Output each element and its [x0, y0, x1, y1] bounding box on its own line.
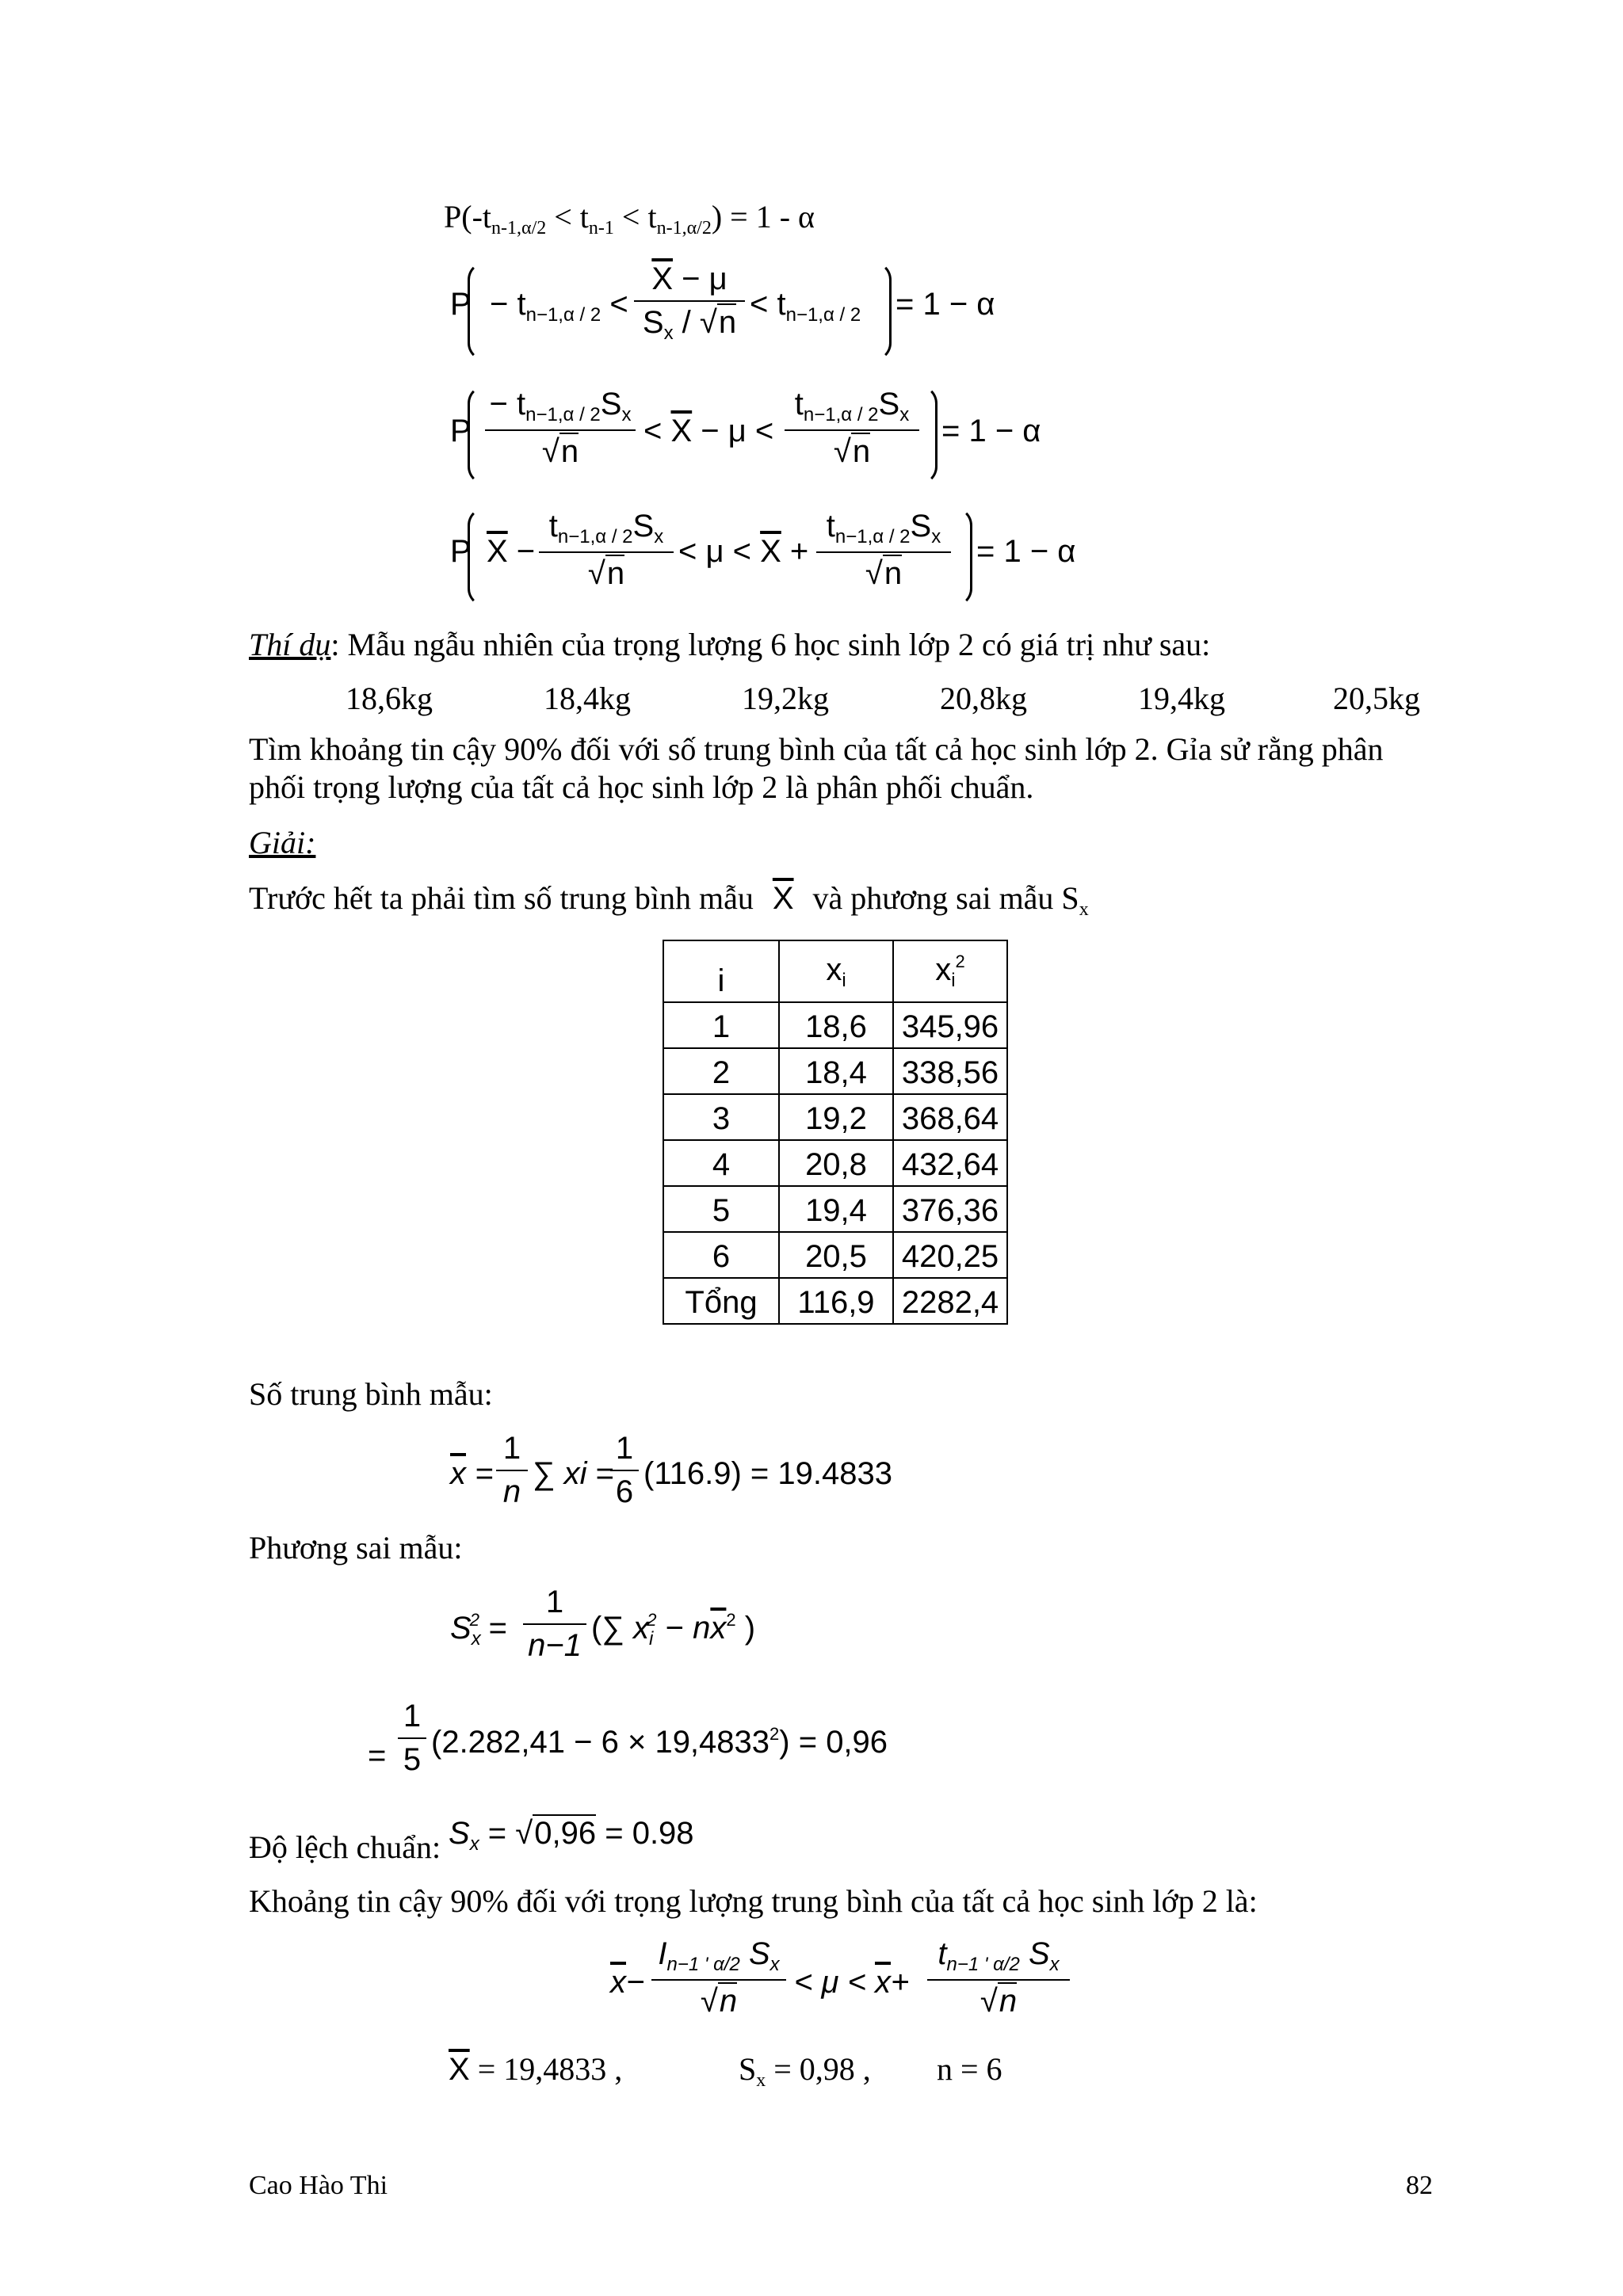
values-n: n = 6: [937, 2051, 1002, 2087]
weight-4: 20,8kg: [940, 681, 1027, 716]
xbar-symbol: $\overline{X}$: [772, 881, 794, 916]
mean-result: (116.9) = 19.4833: [643, 1456, 892, 1491]
std-result: = 0.98: [605, 1816, 694, 1851]
cell-xi: 20,5: [779, 1232, 893, 1278]
weight-5: 19,4kg: [1138, 681, 1225, 716]
table-row: [663, 1048, 1007, 1094]
weight-2: 18,4kg: [544, 681, 631, 716]
cell-xi2: 338,56: [893, 1048, 1007, 1094]
intro-text: Trước hết ta phải tìm số trung bình mẫu: [249, 880, 754, 916]
cell-i: 5: [663, 1186, 779, 1232]
table-header-row: [663, 940, 1007, 1002]
intro-line: [249, 879, 1089, 921]
cell-xi: 19,2: [779, 1094, 893, 1140]
cell-xi2: 345,96: [893, 1002, 1007, 1048]
weight-3: 19,2kg: [742, 681, 829, 716]
cell-i: 6: [663, 1232, 779, 1278]
cell-i: 1: [663, 1002, 779, 1048]
table-row: [663, 1094, 1007, 1140]
cell-i: 2: [663, 1048, 779, 1094]
cell-xi: 18,4: [779, 1048, 893, 1094]
cell-xi2: 368,64: [893, 1094, 1007, 1140]
footer-page-number: 82: [1406, 2171, 1433, 2200]
std-value: 0,96: [534, 1816, 597, 1851]
std-label: Độ lệch chuẩn:: [249, 1829, 441, 1865]
values-xbar: $\overline{X} = 19,4833$ ,: [449, 2051, 623, 2087]
cell-xi: 19,4: [779, 1186, 893, 1232]
cell-xi2: 420,25: [893, 1232, 1007, 1278]
table-row: [663, 1002, 1007, 1048]
intro-sub: x: [1079, 899, 1089, 920]
cell-xi2: 376,36: [893, 1186, 1007, 1232]
table-row: [663, 1140, 1007, 1186]
weight-6: 20,5kg: [1333, 681, 1420, 716]
cell-total-label: Tổng: [663, 1278, 779, 1324]
solution-label: Giải:: [249, 825, 316, 860]
intro-mid: và phương sai mẫu S: [812, 880, 1079, 916]
variance-label: Phương sai mẫu:: [249, 1530, 463, 1566]
table-row: [663, 1186, 1007, 1232]
header-xi-squared: $x_i^2$: [893, 940, 1007, 1002]
variance-calc-tail: ) = 0,96: [779, 1725, 888, 1760]
example-paragraph: [249, 626, 1210, 663]
cell-total-xi: 116,9: [779, 1278, 893, 1324]
cell-total-xi2: 2282,4: [893, 1278, 1007, 1324]
weight-1: 18,6kg: [346, 681, 433, 716]
header-i: i: [663, 940, 779, 1002]
task-line-1: Tìm khoảng tin cậy 90% đối với số trung bình của tất cả học sinh lớp 2. Gỉa sử rằng phân: [249, 731, 1384, 767]
mean-label: Số trung bình mẫu:: [249, 1376, 493, 1412]
example-label: Thí dụ: [249, 627, 331, 662]
table-total-row: [663, 1278, 1007, 1324]
values-sx: $S_x = 0,98$ ,: [739, 2051, 871, 2091]
footer-author: Cao Hào Thi: [249, 2171, 388, 2200]
task-line-2: phối trọng lượng của tất cả học sinh lớp 2 là phân phối chuẩn.: [249, 769, 1034, 805]
table-row: [663, 1232, 1007, 1278]
cell-i: 4: [663, 1140, 779, 1186]
cell-xi: 18,6: [779, 1002, 893, 1048]
std-formula: $S_x = √0,96 = 0.98$: [449, 1816, 694, 1855]
header-xi: $x_i$: [779, 940, 893, 1002]
cell-i: 3: [663, 1094, 779, 1140]
example-text: : Mẫu ngẫu nhiên của trọng lượng 6 học sinh lớp 2 có giá trị như sau:: [330, 627, 1211, 662]
equation-1: $P(-t_{n-1,\alpha/2} < t_{n-1} < t_{n-1,\alpha/2}) = 1 - \alpha$: [444, 199, 815, 238]
data-table: [663, 940, 1008, 1325]
interval-label: Khoảng tin cậy 90% đối với trọng lượng trung bình của tất cả học sinh lớp 2 là:: [249, 1883, 1258, 1919]
cell-xi2: 432,64: [893, 1140, 1007, 1186]
cell-xi: 20,8: [779, 1140, 893, 1186]
variance-calc-inner: (2.282,41 − 6 × 19,4833: [431, 1725, 770, 1760]
